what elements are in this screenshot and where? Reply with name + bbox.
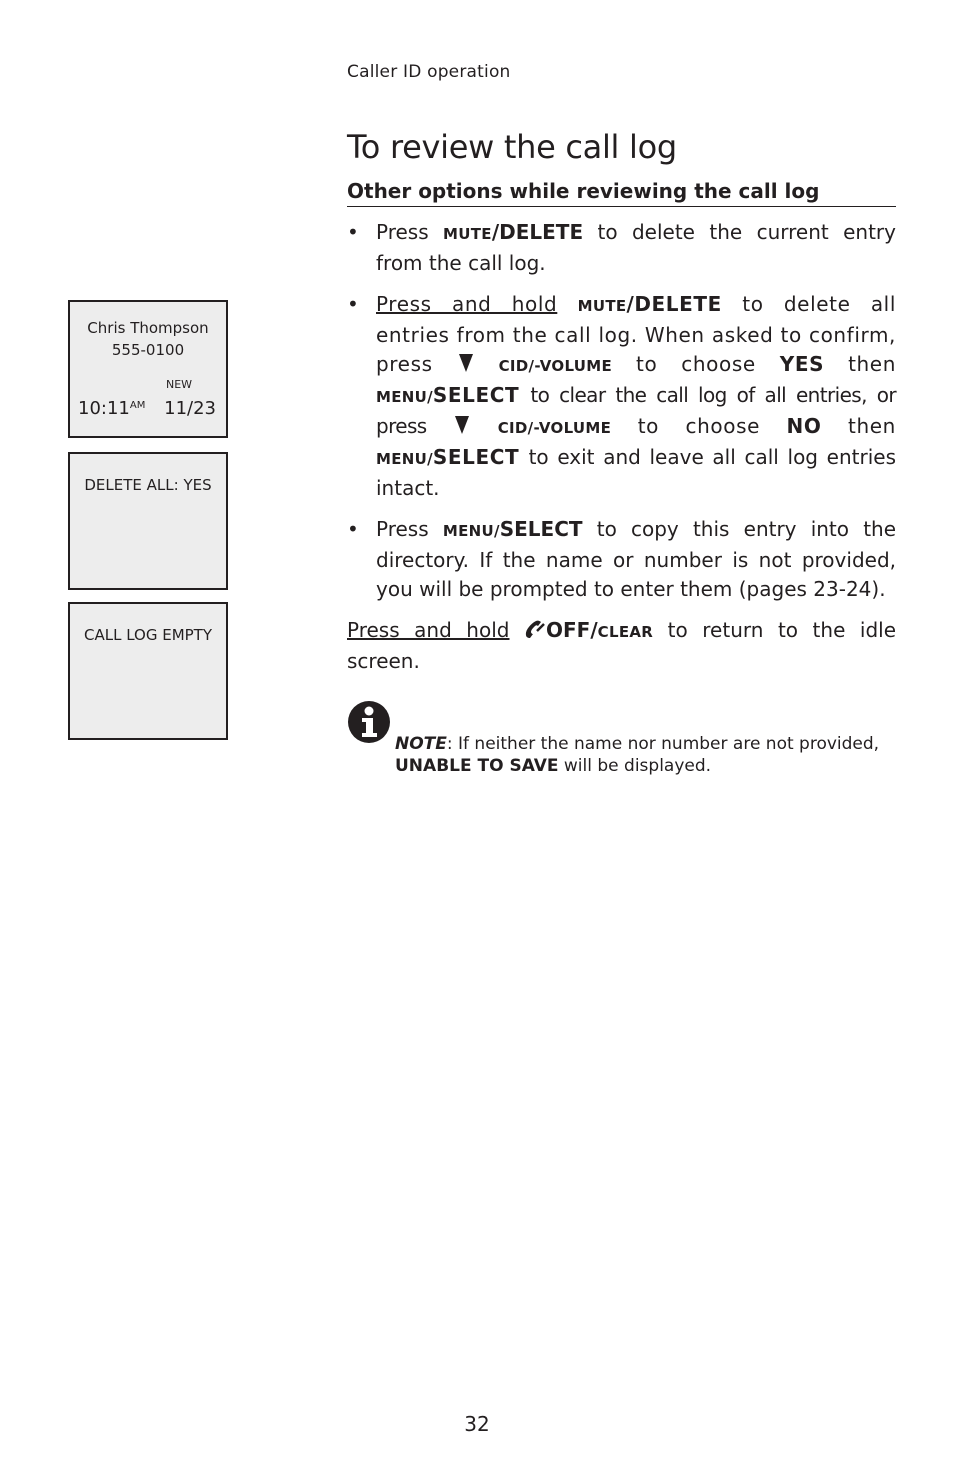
note-text: NOTE: If neither the name nor number are not provided, UNABLE TO SAVE will be displayed. [395, 734, 880, 776]
phone-icon [524, 619, 546, 639]
screen-caller-entry [68, 300, 228, 438]
caller-name: Chris Thompson [87, 319, 209, 337]
closing-instruction: Press and hold OFF/CLEAR to return to the idle screen. [347, 618, 897, 673]
call-date: 11/23 [164, 398, 216, 419]
page-number: 32 [464, 1412, 490, 1436]
info-icon [347, 700, 391, 744]
down-arrow-icon [455, 416, 469, 434]
page-title: To review the call log [347, 128, 677, 166]
new-indicator: NEW [166, 378, 193, 391]
down-arrow-icon [459, 354, 473, 372]
running-head: Caller ID operation [347, 62, 511, 82]
call-time: $10:11^{AM}$ [78, 398, 146, 419]
caller-number: 555-0100 [111, 341, 185, 359]
delete-all-text: DELETE ALL: YES [84, 476, 212, 494]
list-item: • Press MENU/SELECT to copy this entry into the directory. If the name or number is not provided, you will be prompted to enter them (pages 23-24). [347, 515, 896, 604]
list-item: • Press MUTE/DELETE to delete the current entry from the call log. [347, 218, 896, 278]
list-item: • Press and hold MUTE/DELETE to delete all entries from the call log. When asked to confirm, press CID/-VOLUME to choose YES then MENU/SELECT to clear the call log of all entries, or press CID/-VOLUME to choose NO then MENU/SELECT to exit and leave all call log entries intact. [347, 290, 896, 503]
screen-log-empty [68, 602, 228, 740]
options-list [347, 218, 896, 604]
screen-delete-all [68, 452, 228, 590]
instructions [347, 218, 896, 676]
section-heading: Other options while reviewing the call log [347, 179, 896, 207]
log-empty-text: CALL LOG EMPTY [83, 626, 213, 644]
